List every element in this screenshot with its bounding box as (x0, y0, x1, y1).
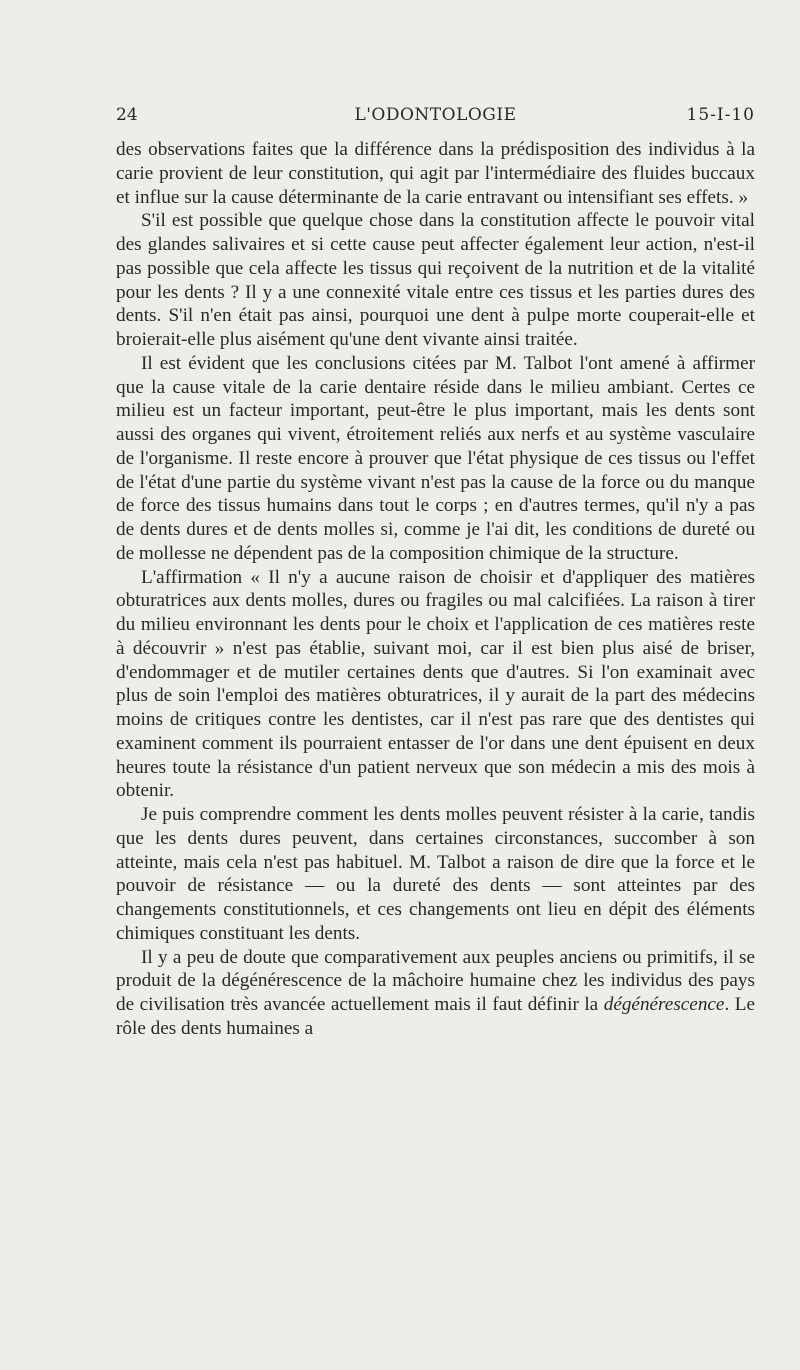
body-text (116, 138, 755, 1041)
paragraph-6-end: . Le rôle des dents humaines a (116, 994, 755, 1039)
emphasized-term: dégénérescence (603, 994, 725, 1015)
paragraph-1: des observations faites que la différence dans la prédisposition des individus à la carie provient de leur constitution, qui agit par l'intermédiaire des fluides buccaux et influe sur la cause déterminante de la carie entravant ou intensifiant ses effets. » (116, 139, 755, 208)
running-title: L'ODONTOLOGIE (354, 105, 517, 125)
issue-date: 15-I-10 (686, 105, 755, 125)
paragraph-4: L'affirmation « Il n'y a aucune raison de choisir et d'appliquer des matières obturatrices aux dents molles, dures ou fragiles ou mal calcifiées. La raison à tirer du milieu environnant les dents pour le choix et l'application de ces matières reste à découvrir » n'est pas établie, suivant moi, car il est bien plus aisé de briser, d'endommager et de mutiler certaines dents que d'autres. Si l'on examinait avec plus de soin l'emploi des matières obturatrices, il y aurait de la part des médecins moins de critiques contre les dentistes, car il n'est pas rare que des dentistes qui examinent comment ils pourraient entasser de l'or dans une dent épuisent en deux heures toute la résistance d'un patient nerveux que son médecin a mis des mois à obtenir. (116, 566, 755, 802)
page-number: 24 (116, 105, 138, 125)
paragraph-5: Je puis comprendre comment les dents molles peuvent résister à la carie, tandis que les dents dures peuvent, dans certaines circonstances, succomber à son atteinte, mais cela n'est pas habituel. M. Talbot a raison de dire que la force et le pouvoir de résistance — ou la dureté des dents — sont atteintes par des changements constitutionnels, et ces changements ont lieu en dépit des éléments chimiques constituant les dents. (116, 804, 755, 944)
paragraph-2: S'il est possible que quelque chose dans la constitution affecte le pouvoir vital des glandes salivaires et si cette cause peut affecter également leur action, n'est-il pas possible que cela affecte les tissus qui reçoivent de la nutrition et de la vitalité pour les dents ? Il y a une connexité vitale entre ces tissus et les parties dures des dents. S'il n'en était pas ainsi, pourquoi une dent à pulpe morte couperait-elle et broierait-elle plus aisément qu'une dent vivante ainsi traitée. (116, 210, 755, 350)
paragraph-6 (116, 946, 755, 1041)
paragraph-3: Il est évident que les conclusions citées par M. Talbot l'ont amené à affirmer que la cause vitale de la carie dentaire réside dans le milieu ambiant. Certes ce milieu est un facteur important, peut-être le plus important, mais les dents sont aussi des organes qui vivent, étroitement reliés aux nerfs et au système vasculaire de l'organisme. Il reste encore à prouver que l'état physique de ces tissus ou l'effet de l'état d'une partie du système vivant n'est pas la cause de la force ou du manque de force des tissus humains dans tout le corps ; en d'autres termes, qu'il n'y a pas de dents dures et de dents molles si, comme je l'ai dit, les conditions de dureté ou de mollesse ne dépendent pas de la composition chimique de la structure. (116, 352, 755, 564)
page-header (116, 105, 755, 131)
paragraph-6-start: Il y a peu de doute que comparativement aux peuples anciens ou primitifs, il se produit de la dégénérescence de la mâchoire humaine chez les individus des pays de civilisation très avancée actuellement mais il faut définir la (116, 946, 755, 1015)
